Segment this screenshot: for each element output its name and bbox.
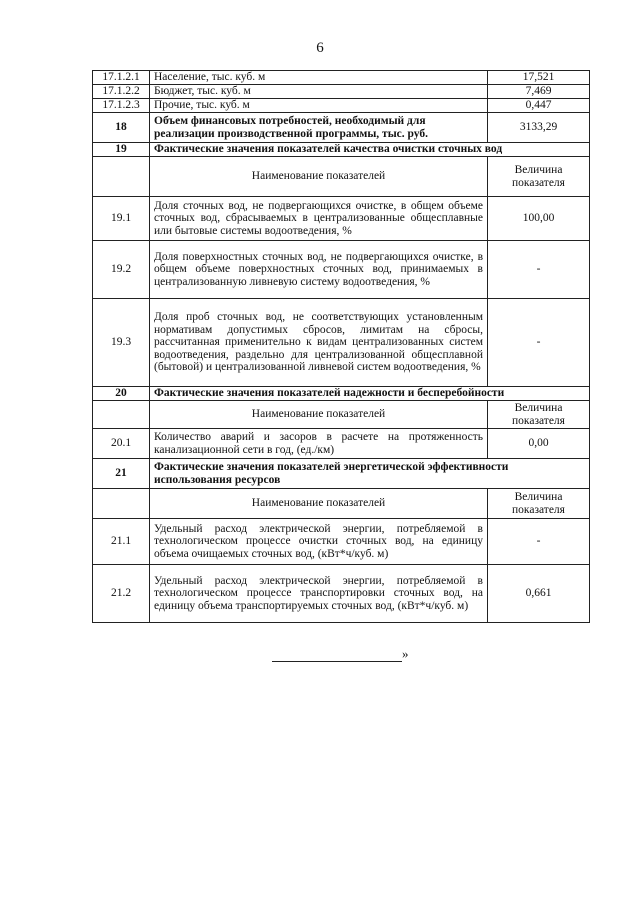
column-header-value: Величина показателя — [488, 489, 590, 519]
table-row — [93, 71, 590, 85]
row-value: 0,661 — [488, 565, 590, 623]
row-number: 17.1.2.3 — [93, 99, 150, 113]
row-value: 0,447 — [488, 99, 590, 113]
row-value: - — [488, 241, 590, 299]
row-description: Доля сточных вод, не подвергающихся очистке, в общем объеме сточных вод, сбрасываемых в централизованные общесплавные или бытовые системы водоотведения, % — [150, 197, 488, 241]
row-value: - — [488, 519, 590, 565]
table-row — [93, 241, 590, 299]
row-description: Доля поверхностных сточных вод, не подвергающихся очистке, в общем объеме поверхностных сточных вод, принимаемых в централизованную ливневую систему водоотведения, % — [150, 241, 488, 299]
section-header — [93, 459, 590, 489]
section-title: Фактические значения показателей энергетической эффективности использования ресурсов — [150, 459, 590, 489]
row-number: 21.1 — [93, 519, 150, 565]
row-description: Население, тыс. куб. м — [150, 71, 488, 85]
row-number: 19.2 — [93, 241, 150, 299]
row-value: - — [488, 299, 590, 387]
column-header-row — [93, 157, 590, 197]
column-header-name: Наименование показателей — [150, 489, 488, 519]
row-number: 17.1.2.2 — [93, 85, 150, 99]
table-row — [93, 429, 590, 459]
underline — [272, 649, 402, 662]
row-description: Объем финансовых потребностей, необходимый для реализации производственной программы, тыс. руб. — [150, 113, 488, 143]
row-value: 0,00 — [488, 429, 590, 459]
row-description: Доля проб сточных вод, не соответствующих установленным нормативам допустимых сбросов, лимитам на сбросы, рассчитанная применительно к видам централизованных систем водоотведения, раздельно для централизованной общесплавной (бытовой) и централизованной ливневой систем водоотведения, % — [150, 299, 488, 387]
table-row — [93, 299, 590, 387]
footer-signature-line — [272, 646, 412, 662]
row-number: 20.1 — [93, 429, 150, 459]
row-number: 18 — [93, 113, 150, 143]
column-header-row — [93, 489, 590, 519]
table-row — [93, 99, 590, 113]
section-title: Фактические значения показателей надежности и бесперебойности — [150, 387, 590, 401]
column-header-value: Величина показателя — [488, 401, 590, 429]
section-number: 20 — [93, 387, 150, 401]
row-value: 100,00 — [488, 197, 590, 241]
section-header — [93, 143, 590, 157]
section-title: Фактические значения показателей качества очистки сточных вод — [150, 143, 590, 157]
row-description: Удельный расход электрической энергии, потребляемой в технологическом процессе транспортировки сточных вод, на единицу объема транспортируемых сточных вод, (кВт*ч/куб. м) — [150, 565, 488, 623]
row-number: 19.1 — [93, 197, 150, 241]
table-row — [93, 113, 590, 143]
section-header — [93, 387, 590, 401]
row-description: Количество аварий и засоров в расчете на протяженность канализационной сети в год, (ед./км) — [150, 429, 488, 459]
row-value: 7,469 — [488, 85, 590, 99]
table-row — [93, 519, 590, 565]
section-number: 21 — [93, 459, 150, 489]
row-number: 21.2 — [93, 565, 150, 623]
row-number: 19.3 — [93, 299, 150, 387]
section-number: 19 — [93, 143, 150, 157]
row-value: 3133,29 — [488, 113, 590, 143]
column-header-name: Наименование показателей — [150, 157, 488, 197]
column-header-name: Наименование показателей — [150, 401, 488, 429]
table-row — [93, 85, 590, 99]
row-value: 17,521 — [488, 71, 590, 85]
row-number: 17.1.2.1 — [93, 71, 150, 85]
table-row — [93, 197, 590, 241]
row-description: Удельный расход электрической энергии, потребляемой в технологическом процессе очистки сточных вод, на единицу объема очищаемых сточных вод, (кВт*ч/куб. м) — [150, 519, 488, 565]
column-header-value: Величина показателя — [488, 157, 590, 197]
closing-quote: » — [402, 646, 409, 661]
page-number: 6 — [316, 40, 324, 56]
indicators-table — [92, 70, 590, 623]
row-description: Прочие, тыс. куб. м — [150, 99, 488, 113]
row-description: Бюджет, тыс. куб. м — [150, 85, 488, 99]
column-header-row — [93, 401, 590, 429]
table-row — [93, 565, 590, 623]
